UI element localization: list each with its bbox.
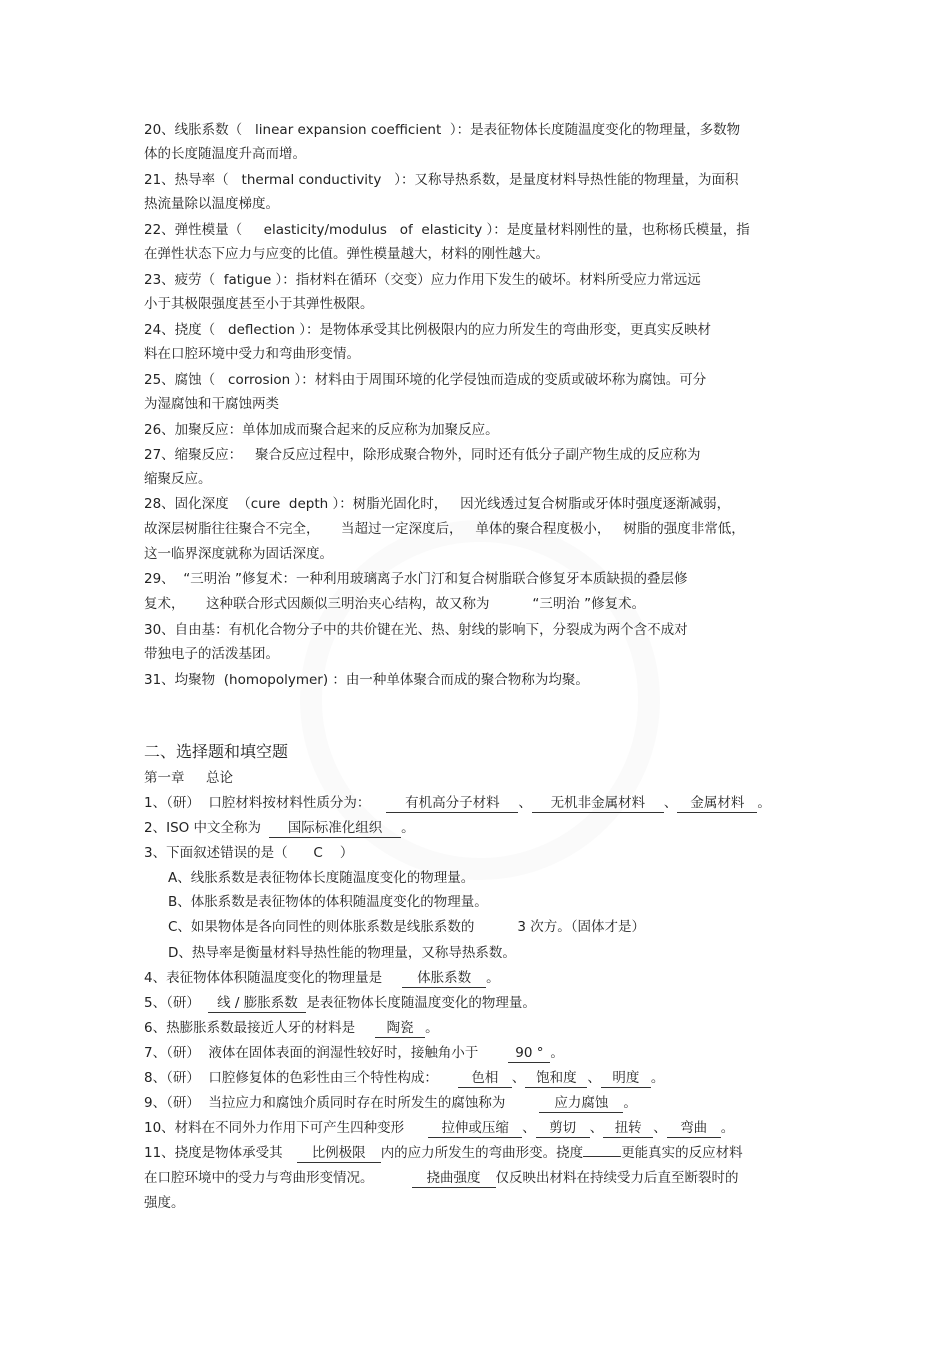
question-text: 是表征物体长度随温度变化的物理量。: [306, 995, 536, 1011]
definition-23-line-2: 小于其极限强度甚至小于其弹性极限。: [144, 296, 374, 312]
separator: 。: [401, 820, 415, 836]
separator: 、: [518, 795, 532, 811]
definition-22-line-1: 22、弹性模量（ elasticity/modulus of elasticity ）：是度量材料刚性的量，也称杨氏模量，指: [144, 222, 750, 238]
question-4: [144, 969, 500, 987]
answer-blank: 挠曲强度: [412, 1170, 496, 1188]
separator: 。: [486, 970, 500, 986]
question-text: 内的应力所发生的弯曲形变。挠度: [380, 1145, 584, 1161]
definition-21-line-2: 热流量除以温度梯度。: [144, 196, 279, 212]
separator: 、: [587, 1070, 601, 1086]
definition-20-line-1: 20、线胀系数（ linear expansion coefficient ）：是表征物体长度随温度变化的物理量，多数物: [144, 122, 741, 138]
question-text: 7、（研） 液体在固体表面的润湿性较好时，接触角小于: [144, 1045, 479, 1061]
question-11-line-3: 强度。: [144, 1195, 185, 1211]
question-text: 5、（研）: [144, 995, 209, 1011]
separator: 、: [511, 1070, 526, 1086]
question-3-option-a: A、线胀系数是表征物体长度随温度变化的物理量。: [168, 870, 475, 886]
definition-24-line-1: 24、挠度（ deflection ）：是物体承受其比例极限内的应力所发生的弯曲形变，更真实反映材: [144, 322, 712, 338]
question-text: 6、热膨胀系数最接近人牙的材料是: [144, 1020, 356, 1036]
question-8: [144, 1069, 664, 1087]
answer-blank: 陶瓷: [375, 1020, 425, 1038]
section-title: 二、选择题和填空题: [144, 742, 289, 761]
definition-29-line-2: 复术， 这种联合形式因颇似三明治夹心结构，故又称为 “三明治 ”修复术。: [144, 596, 646, 612]
question-text: 在口腔环境中的受力与弯曲形变情况。: [144, 1170, 374, 1186]
question-7: [144, 1044, 564, 1062]
question-3-option-c: C、如果物体是各向同性的则体胀系数是线胀系数的 3 次方。（固体才是）: [168, 919, 645, 935]
answer-blank: 明度: [601, 1070, 651, 1088]
answer-blank: 90 °: [508, 1045, 550, 1063]
definition-21-line-1: 21、热导率（ thermal conductivity ）：又称导热系数，是量度材料导热性能的物理量，为面积: [144, 172, 739, 188]
answer-blank: 国际标准化组织: [269, 820, 401, 838]
separator: 。: [425, 1020, 439, 1036]
answer-blank: 无机非金属材料: [532, 795, 664, 813]
question-text: 9、（研） 当拉应力和腐蚀介质同时存在时所发生的腐蚀称为: [144, 1095, 506, 1111]
question-text: 8、（研） 口腔修复体的色彩性由三个特性构成：: [144, 1070, 438, 1086]
question-11-line-2: [144, 1169, 739, 1187]
question-1: [144, 794, 771, 812]
answer-blank: 金属材料: [677, 795, 757, 813]
answer-blank: 线 / 膨胀系数: [208, 995, 306, 1013]
definition-25-line-1: 25、腐蚀（ corrosion ）：材料由于周围环境的化学侵蚀而造成的变质或破坏称为腐蚀。可分: [144, 372, 707, 388]
question-3-option-b: B、体胀系数是表征物体的体积随温度变化的物理量。: [168, 894, 488, 910]
definition-30-line-1: 30、自由基：有机化合物分子中的共价键在光、热、射线的影响下，分裂成为两个含不成对: [144, 622, 688, 638]
chapter-title: 第一章 总论: [144, 770, 233, 786]
separator: 。: [623, 1095, 637, 1111]
definition-26-line-1: 26、加聚反应：单体加成而聚合起来的反应称为加聚反应。: [144, 422, 499, 438]
question-text: 1、（研） 口腔材料按材料性质分为：: [144, 795, 371, 811]
definition-27-line-2: 缩聚反应。: [144, 471, 212, 487]
answer-blank: 色相: [458, 1070, 512, 1088]
question-3-option-d: D、热导率是衡量材料导热性能的物理量，又称导热系数。: [168, 945, 516, 961]
definition-22-line-2: 在弹性状态下应力与应变的比值。弹性模量越大，材料的刚性越大。: [144, 246, 549, 262]
answer-blank: 应力腐蚀: [539, 1095, 623, 1113]
question-text: 11、挠度是物体承受其: [144, 1145, 283, 1161]
separator: 。: [650, 1070, 665, 1086]
definition-24-line-2: 料在口腔环境中受力和弯曲形变情。: [144, 346, 360, 362]
definition-30-line-2: 带独电子的活泼基团。: [144, 646, 279, 662]
question-text: 仅反映出材料在持续受力后直至断裂时的: [495, 1170, 739, 1186]
definition-20-line-2: 体的长度随温度升高而增。: [144, 146, 306, 162]
definition-29-line-1: 29、 “三明治 ”修复术：一种利用玻璃离子水门汀和复合树脂联合修复牙本质缺损的叠层修: [144, 571, 688, 587]
separator: 。: [550, 1045, 564, 1061]
answer-blank: 体胀系数: [402, 970, 486, 988]
answer-blank: 拉伸或压缩: [428, 1120, 522, 1138]
answer-blank: 饱和度: [525, 1070, 587, 1088]
separator: 、: [663, 795, 678, 811]
question-2: [144, 819, 415, 837]
definition-27-line-1: 27、缩聚反应： 聚合反应过程中，除形成聚合物外，同时还有低分子副产物生成的反应称为: [144, 447, 701, 463]
separator: 、: [653, 1120, 667, 1136]
answer-blank: 比例极限: [297, 1145, 381, 1163]
separator: 。: [757, 795, 771, 811]
answer-blank: 弯曲: [667, 1120, 721, 1138]
definition-28-line-3: 这一临界深度就称为固话深度。: [144, 546, 333, 562]
definition-28-line-2: 故深层树脂往往聚合不完全， 当超过一定深度后， 单体的聚合程度极小， 树脂的强度非常低，: [144, 521, 745, 537]
question-9: [144, 1094, 637, 1112]
definition-28-line-1: 28、固化深度 （cure depth ）：树脂光固化时， 因光线透过复合树脂或牙体时强度逐渐减弱，: [144, 496, 731, 512]
answer-blank: 有机高分子材料: [386, 795, 518, 813]
answer-blank: [583, 1156, 621, 1157]
definition-25-line-2: 为湿腐蚀和干腐蚀两类: [144, 396, 279, 412]
question-text: 2、ISO 中文全称为: [144, 820, 262, 836]
separator: 。: [720, 1120, 735, 1136]
question-10: [144, 1119, 734, 1137]
question-text: 4、表征物体体积随温度变化的物理量是: [144, 970, 383, 986]
question-text: 更能真实的反应材料: [621, 1145, 743, 1161]
separator: 、: [522, 1120, 536, 1136]
definition-23-line-1: 23、疲劳（ fatigue ）：指材料在循环（交变）应力作用下发生的破坏。材料所受应力常远远: [144, 272, 701, 288]
definition-31-line-1: 31、均聚物 (homopolymer) ：由一种单体聚合而成的聚合物称为均聚。: [144, 672, 589, 688]
question-text: 10、材料在不同外力作用下可产生四种变形: [144, 1120, 405, 1136]
question-11-line-1: [144, 1144, 743, 1162]
question-5: [144, 994, 536, 1012]
question-3-stem: 3、下面叙述错误的是（ C ）: [144, 845, 354, 861]
separator: 、: [589, 1120, 604, 1136]
question-6: [144, 1019, 439, 1037]
answer-blank: 剪切: [536, 1120, 590, 1138]
answer-blank: 扭转: [603, 1120, 653, 1138]
